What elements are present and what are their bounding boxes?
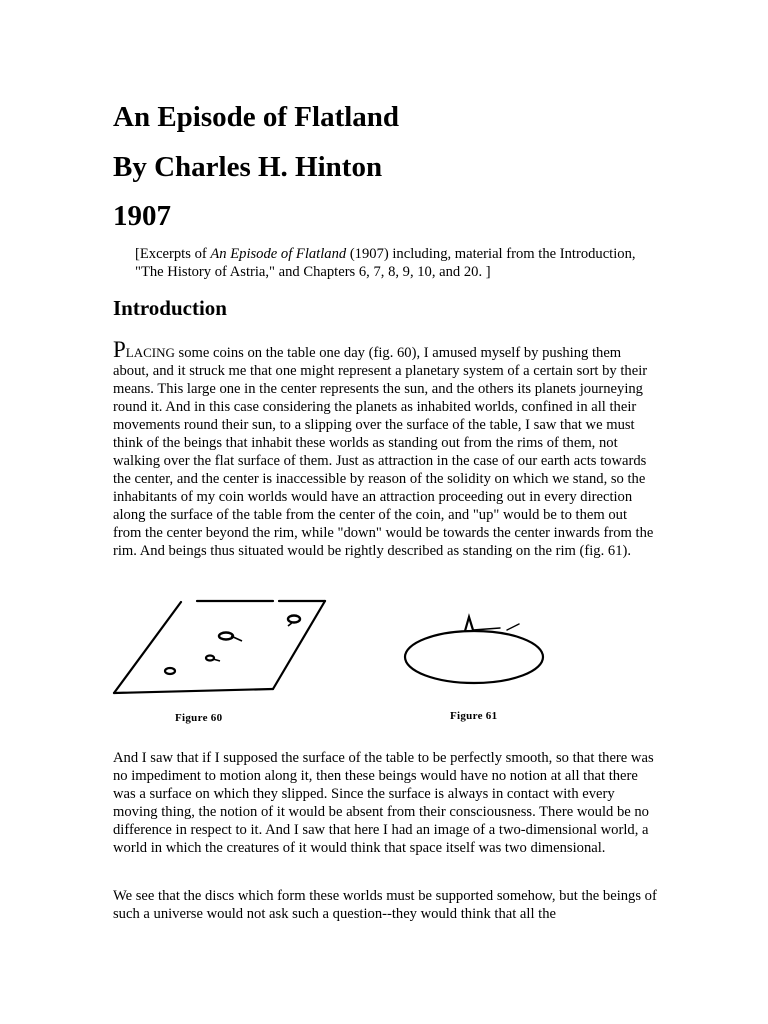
paragraph-2: And I saw that if I supposed the surface of the table to be perfectly smooth, so that there was no impediment to motion along it, then these beings would have no notion at all that there was a surface on which they slipped. Since the surface is always in contact with every moving thing, the notion of it would be absent from their consciousness. There would be no difference in respect to it. And I saw that here I had an image of a two-dimensional world, a world in which the creatures of it would think that space itself was two dimensional. <box>113 750 654 856</box>
figure-60-caption: Figure 60 <box>175 712 223 724</box>
excerpt-note-title: An Episode of Flatland <box>210 246 347 262</box>
small-caps-lead: LACING <box>125 345 175 360</box>
paragraph-1-body: some coins on the table one day (fig. 60), I amused myself by pushing them about, and it struck me that one might represent a planetary system of a certain sort by their means. This large one in the center represents the sun, and the others its planets journeying round it. And in this case considering the planets as inhabited worlds, confined in all their movements round their sun, to a slipping over the surface of the table, I saw that we must think of the beings that inhabit these worlds as standing out from the rims of them, not walking over the flat surface of them. Just as attraction in the case of our earth acts towards the center, and the center is inaccessible by reason of the solidity on which we stand, so the inhabitants of my coin worlds would have an attraction proceeding out in every direction along the surface of the table from the center of the coin, and "up" would be to them out from the center beyond the rim, while "down" would be towards the center inwards from the rim. And beings thus situated would be rightly described as standing on the rim (fig. 61). <box>113 345 654 559</box>
drop-cap: P <box>113 337 126 362</box>
document-author: By Charles H. Hinton <box>113 151 383 183</box>
section-heading-introduction: Introduction <box>113 296 227 320</box>
document-year: 1907 <box>113 200 171 232</box>
document-title: An Episode of Flatland <box>113 101 400 133</box>
figures-row <box>113 596 658 732</box>
excerpt-note-suffix: (1907) including, material from the Introduction, "The History of Astria," and Chapters 6, 7, 8, 9, 10, and 20. ] <box>135 246 636 280</box>
paragraph-1 <box>113 337 658 560</box>
excerpt-note <box>135 245 665 281</box>
excerpt-note-prefix: [Excerpts of <box>135 246 211 262</box>
figure-61-caption: Figure 61 <box>450 710 498 722</box>
figure-60-drawing <box>113 596 333 696</box>
paragraph-3: We see that the discs which form these worlds must be supported somehow, but the beings of such a universe would not ask such a question--they would think that all the <box>113 888 657 922</box>
figure-61-drawing <box>403 610 548 690</box>
